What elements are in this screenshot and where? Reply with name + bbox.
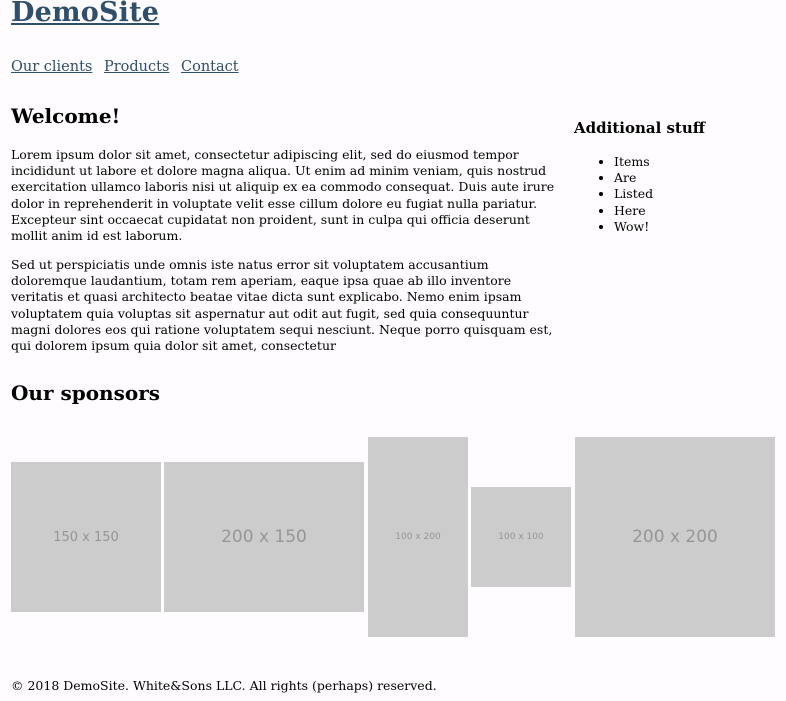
sponsor-size-label: 100 x 200 (395, 532, 441, 542)
main-nav (11, 59, 246, 75)
sponsor-placeholder-100x100 (471, 487, 571, 587)
footer-copyright: © 2018 DemoSite. White&Sons LLC. All rights (perhaps) reserved. (11, 678, 437, 693)
sponsor-size-label: 200 x 150 (221, 527, 307, 547)
sponsor-placeholder-200x150 (164, 462, 364, 612)
second-paragraph: Sed ut perspiciatis unde omnis iste natus error sit voluptatem accusantium doloremque laudantium, totam rem aperiam, eaque ipsa quae ab illo inventore veritatis et quasi architecto beatae vitae dicta sunt explicabo. Nemo enim ipsam voluptatem quia voluptas sit aspernatur aut odit aut fugit, sed quia consequuntur magni dolores eos qui ratione voluptatem sequi nesciunt. Neque porro quisquam est, qui dolorem ipsum quia dolor sit amet, consectetur (11, 257, 553, 354)
sidebar-list-item: • Here (614, 203, 653, 219)
sidebar-list-item: • Wow! (614, 219, 653, 235)
welcome-heading: Welcome! (11, 104, 121, 128)
intro-paragraph: Lorem ipsum dolor sit amet, consectetur adipiscing elit, sed do eiusmod tempor incididunt ut labore et dolore magna aliqua. Ut enim ad minim veniam, quis nostrud exercitation ullamco laboris nisi ut aliquip ex ea commodo consequat. Duis aute irure dolor in reprehenderit in voluptate velit esse cillum dolore eu fugiat nulla pariatur. Excepteur sint occaecat cupidatat non proident, sunt in culpa qui officia deserunt mollit anim id est laborum. (11, 147, 555, 244)
nav-link-contact[interactable]: Contact (181, 59, 239, 75)
nav-link-products[interactable]: Products (103, 59, 170, 75)
sponsor-placeholder-150x150 (11, 462, 161, 612)
sponsors-heading: Our sponsors (11, 381, 160, 405)
site-title-link[interactable]: DemoSite (11, 0, 160, 28)
sidebar-heading: Additional stuff (574, 119, 706, 137)
sponsor-size-label: 150 x 150 (53, 529, 119, 545)
sponsor-size-label: 100 x 100 (498, 532, 544, 542)
sidebar-list-item: • Are (614, 170, 653, 186)
sponsor-placeholder-200x200 (575, 437, 775, 637)
sponsor-placeholder-100x200 (368, 437, 468, 637)
sidebar-list (574, 154, 653, 235)
sponsor-size-label: 200 x 200 (632, 527, 718, 547)
sidebar-list-item: • Listed (614, 186, 653, 202)
sidebar-list-item: • Items (614, 154, 653, 170)
nav-link-our-clients[interactable]: Our clients (11, 59, 93, 75)
